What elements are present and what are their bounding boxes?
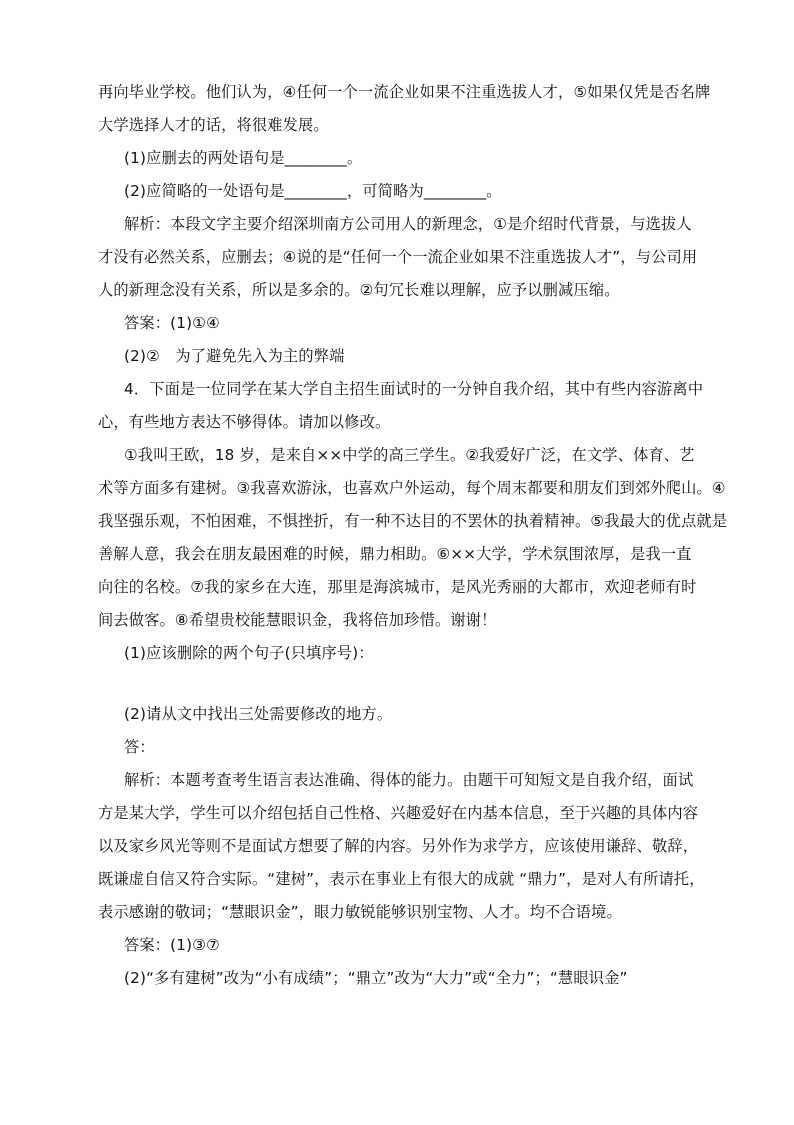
essay-line: 向往的名校。⑦我的家乡在大连，那里是海滨城市，是风光秀丽的大都市，欢迎老师有时 (98, 578, 697, 596)
question-line: (1)应该删除的两个句子(只填序号)： (124, 644, 374, 662)
question-line: (1)应删去的两处语句是________。 (124, 149, 363, 167)
question-line: (2)请从文中找出三处需要修改的地方。 (124, 705, 393, 723)
answer-line: 答案：(1)③⑦ (124, 936, 220, 954)
essay-line: 我坚强乐观，不怕困难，不惧挫折，有一种不达目的不罢休的执着精神。⑤我最大的优点就是 (98, 512, 728, 530)
essay-line: ①我叫王欧，18 岁，是来自××中学的高三学生。②我爱好广泛，在文学、体育、艺 (124, 446, 695, 464)
question-title-line: 心，有些地方表达不够得体。请加以修改。 (98, 413, 391, 431)
analysis-line: 人的新理念没有关系，所以是多余的。②句冗长难以理解，应予以删减压缩。 (98, 281, 620, 299)
analysis-line: 既谦虚自信又符合实际。“建树”，表示在事业上有很大的成就 “鼎力”，是对人有所请托， (98, 870, 705, 888)
answer-prompt: 答： (124, 738, 155, 756)
analysis-line: 解析：本段文字主要介绍深圳南方公司用人的新理念，①是介绍时代背景，与选拔人 (124, 215, 692, 233)
answer-line: (2)② 为了避免先入为主的弊端 (124, 347, 345, 365)
passage-line: 再向毕业学校。他们认为，④任何一个一流企业如果不注重选拔人才，⑤如果仅凭是否名牌 (98, 83, 711, 101)
analysis-line: 以及家乡风光等则不是面试方想要了解的内容。另外作为求学方，应该使用谦辞、敬辞， (98, 837, 699, 855)
answer-line: 答案：(1)①④ (124, 314, 220, 332)
essay-line: 间去做客。⑧希望贵校能慧眼识金，我将倍加珍惜。谢谢！ (98, 611, 497, 629)
document-page (98, 82, 728, 989)
analysis-line: 方是某大学，学生可以介绍包括自己性格、兴趣爱好在内基本信息，至于兴趣的具体内容 (98, 804, 699, 822)
essay-line: 善解人意，我会在朋友最困难的时候，鼎力相助。⑥××大学，学术氛围浓厚，是我一直 (98, 545, 692, 563)
question-title-line: 4．下面是一位同学在某大学自主招生面试时的一分钟自我介绍，其中有些内容游离中 (124, 380, 704, 398)
analysis-line: 解析：本题考查考生语言表达准确、得体的能力。由题干可知短文是自我介绍，面试 (124, 771, 694, 789)
answer-line: (2)“多有建树”改为“小有成绩”；“鼎立”改为“大力”或“全力”；“慧眼识金” (124, 969, 628, 987)
essay-line: 术等方面多有建树。③我喜欢游泳，也喜欢户外运动，每个周末都要和朋友们到郊外爬山。④ (98, 479, 726, 497)
passage-line: 大学选择人才的话，将很难发展。 (98, 116, 329, 134)
question-line: (2)应简略的一处语句是________，可简略为________。 (124, 182, 502, 200)
analysis-line: 才没有必然关系，应删去；④说的是“任何一个一流企业如果不注重选拔人才”，与公司用 (98, 248, 698, 266)
analysis-line: 表示感谢的敬词；“慧眼识金”，眼力敏锐能够识别宝物、人才。均不合语境。 (98, 903, 622, 921)
